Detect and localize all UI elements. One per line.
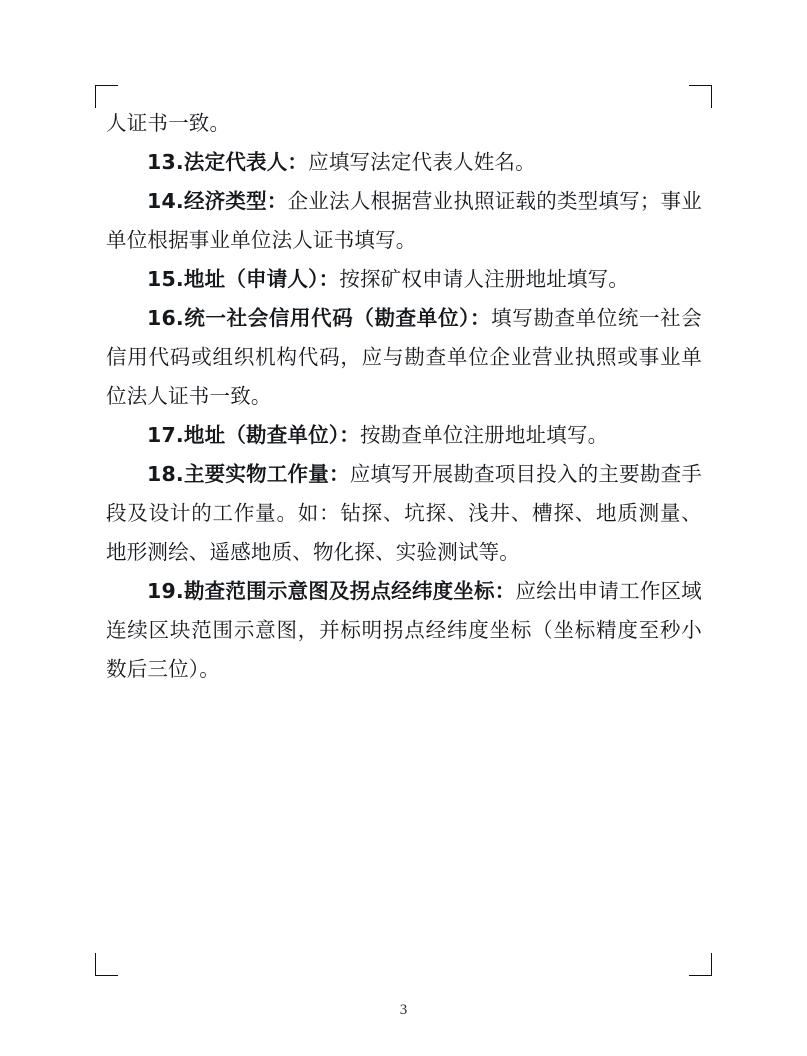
paragraph-continuation bbox=[106, 104, 702, 143]
paragraph-item-19 bbox=[106, 572, 702, 689]
paragraph-item-14 bbox=[106, 182, 702, 260]
document-body bbox=[106, 104, 702, 689]
item-label-19: 19.勘查范围示意图及拐点经纬度坐标： bbox=[147, 579, 516, 603]
item-text-18: 应填写开展勘查项目投入的主要勘查手段及设计的工作量。如：钻探、坑探、浅井、槽探、地质测量、地形测绘、遥感地质、物化探、实验测试等。 bbox=[106, 462, 703, 564]
item-label-14: 14.经济类型： bbox=[147, 189, 288, 213]
page-number: 3 bbox=[399, 1002, 408, 1018]
paragraph-item-16 bbox=[106, 299, 702, 416]
item-text-16: 填写勘查单位统一社会信用代码或组织机构代码，应与勘查单位企业营业执照或事业单位法人证书一致。 bbox=[106, 306, 703, 408]
item-text-15: 按探矿权申请人注册地址填写。 bbox=[339, 267, 630, 291]
item-text-17: 按勘查单位注册地址填写。 bbox=[359, 423, 609, 447]
item-text-19: 应绘出申请工作区域连续区块范围示意图，并标明拐点经纬度坐标（坐标精度至秒小数后三位）。 bbox=[106, 579, 702, 681]
item-label-18: 18.主要实物工作量： bbox=[147, 462, 350, 486]
paragraph-item-15 bbox=[106, 260, 702, 299]
paragraph-item-13 bbox=[106, 143, 702, 182]
item-text-14: 企业法人根据营业执照证载的类型填写；事业单位根据事业单位法人证书填写。 bbox=[106, 189, 703, 252]
crop-mark-bottom-left bbox=[95, 953, 118, 976]
paragraph-item-18 bbox=[106, 455, 702, 572]
item-label-15: 15.地址（申请人）： bbox=[147, 267, 340, 291]
item-text-13: 应填写法定代表人姓名。 bbox=[308, 150, 536, 174]
item-label-17: 17.地址（勘查单位）： bbox=[147, 423, 360, 447]
paragraph-text: 人证书一致。 bbox=[106, 111, 231, 135]
paragraph-item-17 bbox=[106, 416, 702, 455]
item-label-13: 13.法定代表人： bbox=[147, 150, 309, 174]
item-label-16: 16.统一社会信用代码（勘查单位）： bbox=[147, 306, 492, 330]
crop-mark-bottom-right bbox=[689, 953, 712, 976]
